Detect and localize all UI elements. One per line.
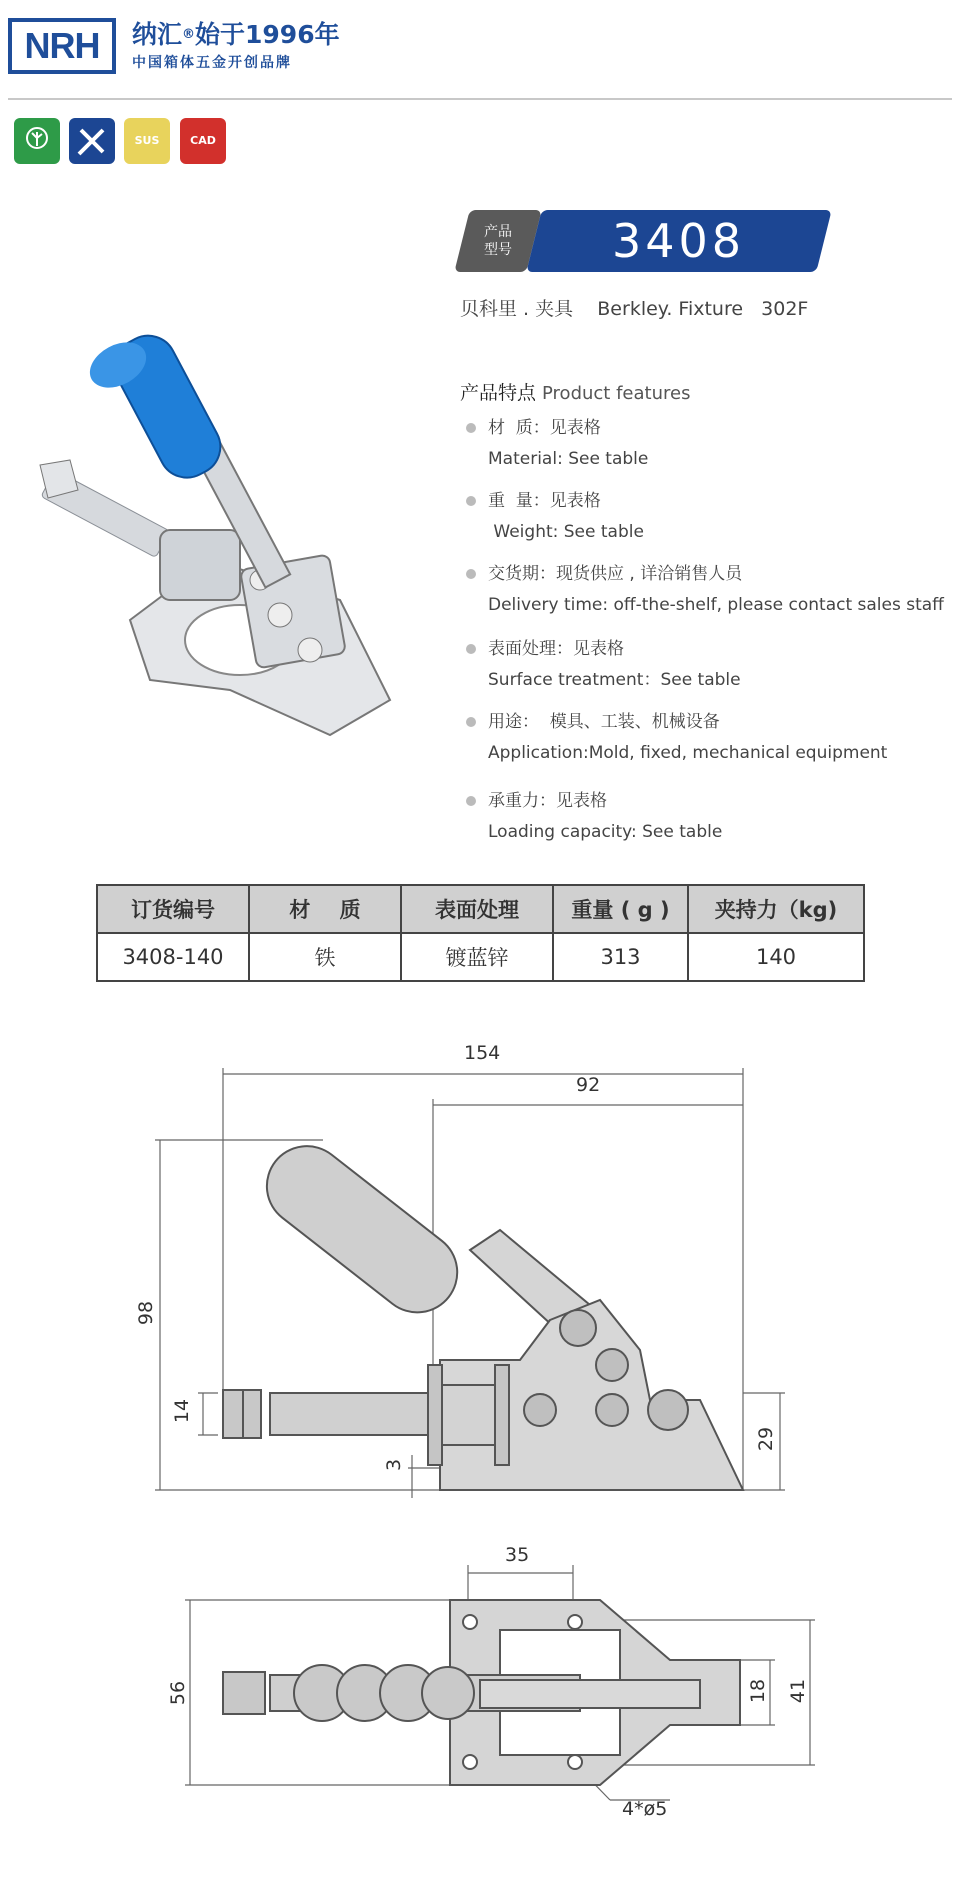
table-header-row [97,885,864,933]
feature-item: 材 质：见表格 Material: See table [466,413,648,475]
product-photo [0,0,420,780]
bullet-icon [466,569,476,579]
col-clamp-force: 夹持力（kg) [688,885,864,933]
bullet-icon [466,496,476,506]
model-label: 产品型号 [454,210,541,272]
feature-item: 承重力：见表格 Loading capacity: See table [466,786,722,848]
cell-material: 铁 [249,933,401,981]
feature-item: 交货期：现货供应 , 详洽销售人员 Delivery time: off-the-shelf, please contact sales staff [466,559,944,621]
col-weight: 重量 ( g ) [553,885,688,933]
dim-18: 18 [747,1678,770,1704]
cell-weight: 313 [553,933,688,981]
feature-item: 用途： 模具、工装、机械设备 Application:Mold, fixed, mechanical equipment [466,707,887,769]
cell-order-no: 3408-140 [97,933,249,981]
cell-clamp-force: 140 [688,933,864,981]
dim-92: 92 [576,1074,601,1096]
dim-35: 35 [505,1544,530,1566]
cad-badge-icon: CAD [180,118,226,164]
feature-item: 重 量：见表格 Weight: See table [466,486,644,548]
dim-29: 29 [755,1426,778,1452]
col-surface: 表面处理 [401,885,553,933]
dim-56: 56 [167,1680,190,1706]
dim-154: 154 [464,1042,501,1064]
model-number: 3408 [526,210,831,272]
bullet-icon [466,423,476,433]
col-material: 材 质 [249,885,401,933]
brand-logo: NRH [8,18,116,74]
side-view-drawing [155,1068,785,1498]
bullet-icon [466,796,476,806]
dim-3: 3 [383,1458,406,1472]
bullet-icon [466,644,476,654]
top-view-drawing [185,1565,815,1800]
dim-98: 98 [135,1300,158,1326]
features-title: 产品特点 Product features [460,382,691,404]
col-order-no: 订货编号 [97,885,249,933]
cell-surface: 镀蓝锌 [401,933,553,981]
spec-table [96,884,865,982]
brand-name: 纳汇®始于1996年 [132,20,340,49]
dim-41: 41 [787,1678,810,1704]
bullet-icon [466,717,476,727]
feature-item: 表面处理：见表格 Surface treatment：See table [466,634,741,696]
sus-badge-icon: SUS [124,118,170,164]
product-subtitle: 贝科里 . 夹具 Berkley. Fixture 302F [460,298,809,320]
dim-holes: 4*ø5 [622,1798,668,1820]
brand-subtitle: 中国箱体五金开创品牌 [132,55,292,71]
dim-14: 14 [171,1398,194,1424]
table-row [97,933,864,981]
